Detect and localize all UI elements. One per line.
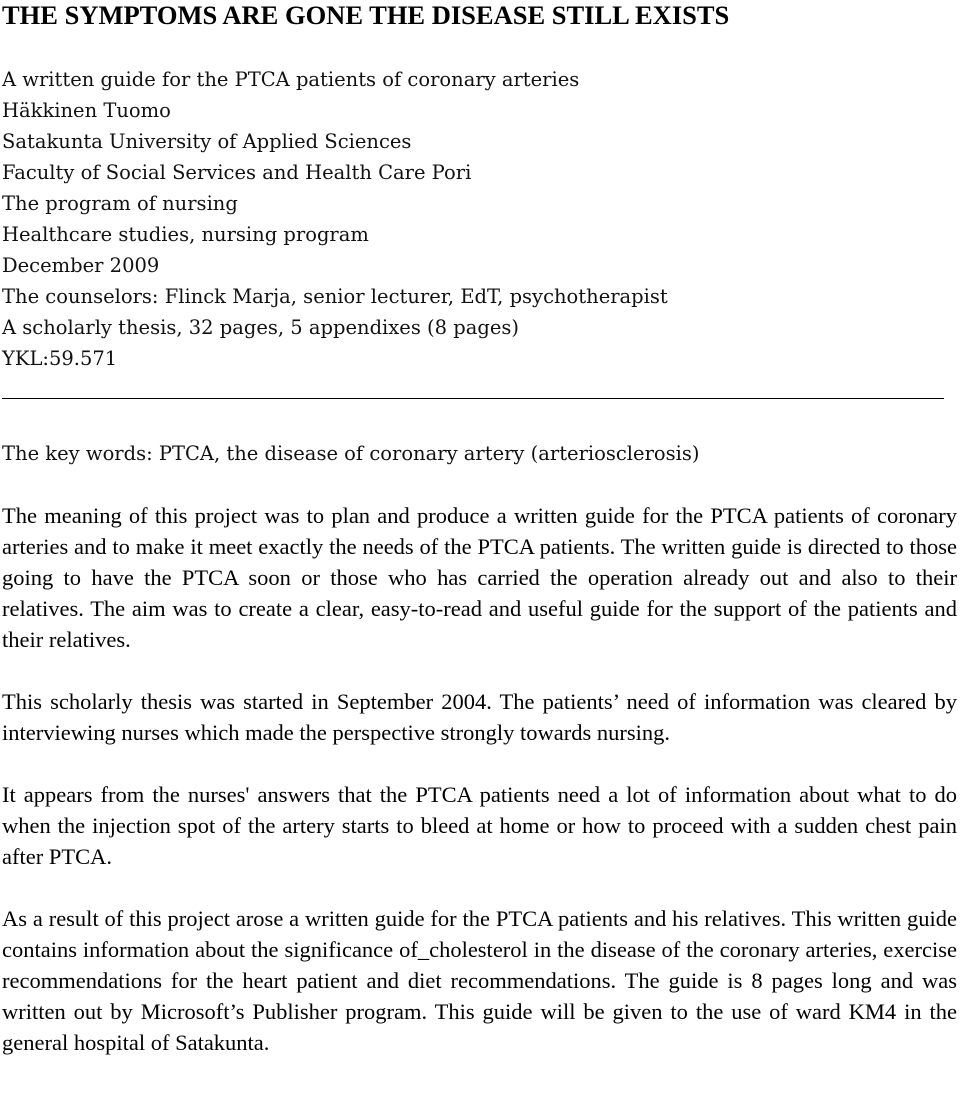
abstract-body [2, 500, 957, 1058]
document-title: THE SYMPTOMS ARE GONE THE DISEASE STILL EXISTS [2, 0, 730, 30]
meta-date: December 2009 [2, 254, 160, 277]
meta-university: Satakunta University of Applied Sciences [2, 130, 412, 153]
thesis-metadata [2, 64, 668, 374]
meta-studies: Healthcare studies, nursing program [2, 223, 369, 246]
meta-faculty: Faculty of Social Services and Health Care Pori [2, 161, 472, 184]
meta-counselors: The counselors: Flinck Marja, senior lecturer, EdT, psychotherapist [2, 285, 668, 308]
meta-classification: YKL:59.571 [2, 347, 118, 370]
meta-author: Häkkinen Tuomo [2, 99, 171, 122]
meta-thesis-info: A scholarly thesis, 32 pages, 5 appendixes (8 pages) [2, 316, 519, 339]
section-divider [2, 398, 944, 399]
abstract-paragraph-purpose: The meaning of this project was to plan and produce a written guide for the PTCA patients of coronary arteries and to make it meet exactly the needs of the PTCA patients. The written guide is directed to those going to have the PTCA soon or those who has carried the operation already out and also to their relatives. The aim was to create a clear, easy-to-read and useful guide for the support of the patients and their relatives. [2, 503, 957, 652]
meta-program: The program of nursing [2, 192, 238, 215]
meta-subtitle: A written guide for the PTCA patients of coronary arteries [2, 68, 580, 91]
abstract-paragraph-start: This scholarly thesis was started in September 2004. The patients’ need of information was cleared by interviewing nurses which made the perspective strongly towards nursing. [2, 689, 957, 745]
abstract-paragraph-result: As a result of this project arose a written guide for the PTCA patients and his relatives. This written guide contains information about the significance of_cholesterol in the disease of the coronary arteries, exercise recommendations for the heart patient and diet recommendations. The guide is 8 pages long and was written out by Microsoft’s Publisher program. This guide will be given to the use of ward KM4 in the general hospital of Satakunta. [2, 906, 957, 1055]
abstract-paragraph-findings: It appears from the nurses' answers that the PTCA patients need a lot of information about what to do when the injection spot of the artery starts to bleed at home or how to proceed with a sudden chest pain after PTCA. [2, 782, 957, 869]
keywords-line: The key words: PTCA, the disease of coronary artery (arteriosclerosis) [2, 442, 700, 465]
